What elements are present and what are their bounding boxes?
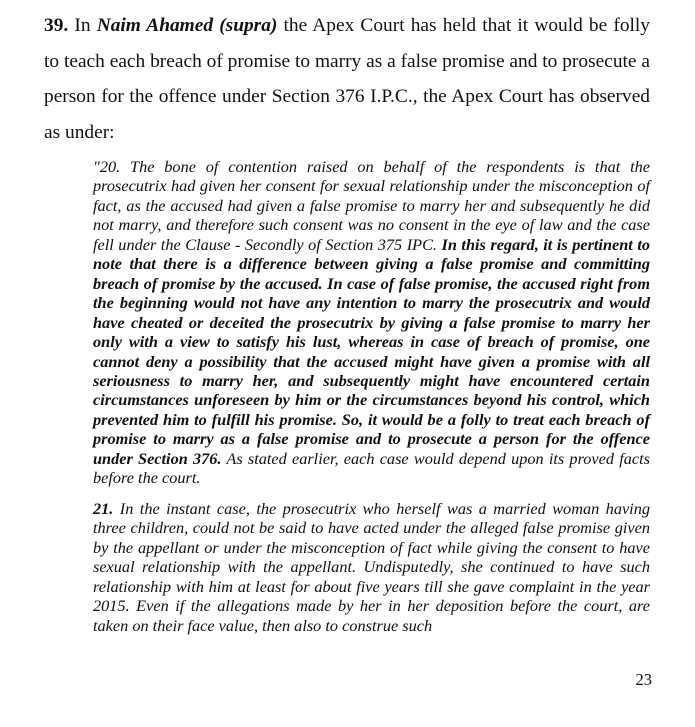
quote-20-intro: "20. The bone of contention raised on behalf of the respondents is that the prosecutrix had given her consent for sexual relationship under the misconception of fact, as the accused had given a false promise to marry her and subsequently he did not marry, and therefore such consent was no consent in the eye of law and the case fell under the Clause - Secondly of Section 375 IPC.: [93, 157, 650, 254]
page-number: 23: [635, 670, 652, 689]
quote-20-emphasis: In this regard, it is pertinent to note that there is a difference between giving a false promise and committing breach of promise by the accused. In case of false promise, the accused right from the beginning would not have any intention to marry the prosecutrix and would have cheated or deceited the prosecutrix by giving a false promise to marry her only with a view to satisfy his lust, whereas in case of breach of promise, one cannot deny a possibility that the accused might have given a promise with all seriousness to marry her, and subsequently might have encountered certain circumstances unforeseen by him or the circumstances beyond his control, which prevented him to fulfill his promise. So, it would be a folly to treat each breach of promise to marry as a false promise and to prosecute a person for the offence under Section 376.: [93, 234, 650, 468]
quoted-paragraph-20: [93, 157, 650, 488]
paragraph-number: 39.: [44, 15, 69, 36]
paragraph-39: [44, 8, 650, 150]
quoted-paragraph-21: [93, 499, 650, 635]
quote-20-tail: As stated earlier, each case would depend upon its proved facts before the court.: [93, 448, 650, 488]
quote-21-text: In the instant case, the prosecutrix who herself was a married woman having three children, could not be said to have acted under the alleged false promise given by the appellant or under the misconception of fact while giving the consent to have sexual relationship with the appellant. Undisputedly, she continued to have such relationship with him at least for about five years till she gave complaint in the year 2015. Even if the allegations made by her in her deposition before the court, are taken on their face value, then also to construe such: [93, 499, 650, 635]
paragraph-lead: In: [74, 15, 91, 36]
case-citation: Naim Ahamed (supra): [96, 15, 278, 36]
paragraph-body: the Apex Court has held that it would be folly to teach each breach of promise to marry as a false promise and to prosecute a person for the offence under Section 376 I.P.C., the Apex Court has observed as under:: [44, 15, 650, 143]
quote-21-number: 21.: [93, 499, 114, 518]
